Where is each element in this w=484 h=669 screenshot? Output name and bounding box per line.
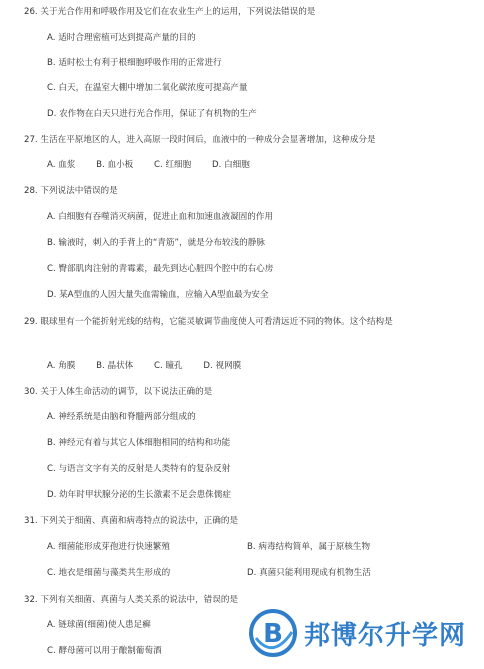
question-31-option-a: A. 细菌能形成芽孢进行快速繁殖 (47, 542, 170, 552)
brand-logo-letter: B (263, 619, 283, 649)
site-watermark (248, 604, 480, 662)
brand-logo-icon (248, 608, 298, 658)
question-28-option-b: B. 输液时，刺入的手背上的“青筋”，就是分布较浅的静脉 (47, 238, 265, 248)
question-29-options (47, 360, 259, 372)
question-32-stem: 32. 下列有关细菌、真菌与人类关系的说法中，错误的是 (24, 595, 239, 605)
question-26-option-a: A. 适时合理密植可达到提高产量的目的 (47, 33, 196, 43)
question-28-option-d: D. 某A型血的人因大量失血需输血，应输入A型血最为安全 (47, 290, 269, 300)
question-28-option-a: A. 白细胞有吞噬消灭病菌，促进止血和加速血液凝固的作用 (47, 212, 274, 222)
question-29-option-d: D. 视网膜 (203, 361, 242, 371)
question-26-option-d: D. 农作物在白天只进行光合作用，保证了有机物的生产 (47, 109, 257, 119)
question-31-option-c: C. 地衣是细菌与藻类共生形成的 (47, 568, 171, 578)
question-31-option-d: D. 真菌只能利用现成有机物生活 (247, 568, 371, 578)
question-27-option-b: B. 血小板 (96, 160, 134, 170)
question-30-stem: 30. 关于人体生命活动的调节，以下说法正确的是 (24, 387, 213, 397)
question-31-options-row-1 (47, 541, 467, 553)
question-32-option-c: C. 酵母菌可以用于酿制葡萄酒 (47, 646, 162, 656)
question-29-stem: 29. 眼球里有一个能折射光线的结构，它能灵敏调节曲度使人可看清远近不同的物体。这个结构是 (24, 317, 393, 327)
question-27-option-c: C. 红细胞 (154, 160, 192, 170)
question-32-option-a: A. 链球菌(细菌)使人患足癣 (47, 620, 151, 630)
question-28-option-c: C. 臀部肌肉注射的青霉素，最先到达心脏四个腔中的右心房 (47, 264, 274, 274)
question-31-stem: 31. 下列关于细菌、真菌和病毒特点的说法中，正确的是 (24, 516, 239, 526)
question-27-option-a: A. 血浆 (47, 160, 76, 170)
question-30-option-b: B. 神经元有着与其它人体细胞相同的结构和功能 (47, 438, 231, 448)
question-27-options (47, 159, 268, 171)
question-31-option-b: B. 病毒结构简单，属于原核生物 (247, 542, 371, 552)
question-28-stem: 28. 下列说法中错误的是 (24, 186, 118, 196)
question-30-option-a: A. 神经系统是由脑和脊髓两部分组成的 (47, 412, 196, 422)
brand-name: 邦博尔升学网 (304, 620, 467, 651)
question-26-stem: 26. 关于光合作用和呼吸作用及它们在农业生产上的运用，下列说法错误的是 (24, 7, 316, 17)
question-29-option-c: C. 瞳孔 (154, 361, 183, 371)
question-29-option-a: A. 角膜 (47, 361, 76, 371)
question-26-option-b: B. 适时松土有利于根细胞呼吸作用的正常进行 (47, 58, 222, 68)
question-31-options-row-2 (47, 567, 467, 579)
question-26-option-c: C. 白天，在温室大棚中增加二氧化碳浓度可提高产量 (47, 83, 248, 93)
question-27-stem: 27. 生活在平原地区的人，进入高原一段时间后，血液中的一种成分会显著增加，这种成分是 (24, 135, 376, 145)
question-30-option-c: C. 与语言文字有关的反射是人类特有的复杂反射 (47, 464, 231, 474)
question-30-option-d: D. 幼年时甲状腺分泌的生长激素不足会患侏儒症 (47, 490, 231, 500)
question-27-option-d: D. 白细胞 (211, 160, 250, 170)
question-29-option-b: B. 晶状体 (96, 361, 134, 371)
